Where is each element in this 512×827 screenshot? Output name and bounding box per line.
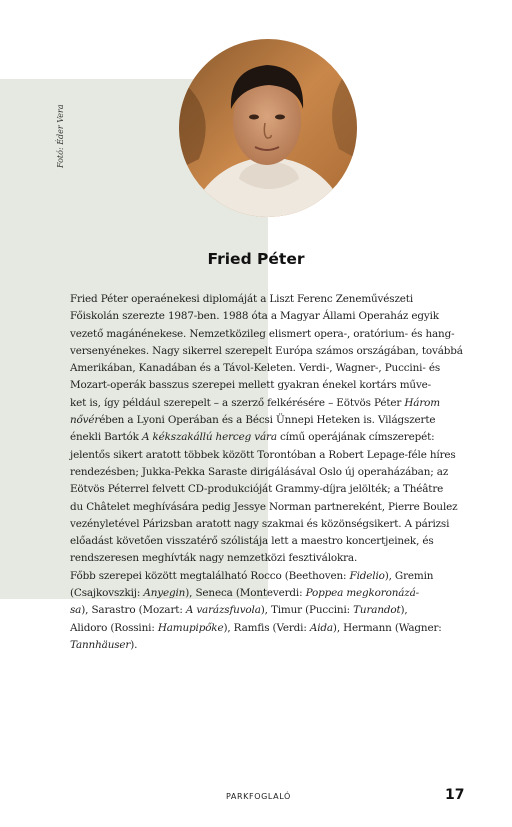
bio-italic-title: Hamupipőke [157, 621, 224, 634]
bio-line [70, 326, 455, 343]
bio-italic-title: Turandot [353, 604, 401, 617]
bio-line [70, 602, 442, 619]
bio-line [70, 550, 442, 567]
bio-line [70, 360, 442, 377]
bio-text: ), Ramfis (Verdi: [223, 621, 310, 634]
bio-line [70, 499, 458, 516]
portrait-photo [179, 39, 357, 217]
bio-text: Amerikában, Kanadában és a Távol-Keleten. Verdi-, Wagner-, Puccini- és [70, 362, 441, 375]
bio-text: jelentős sikert aratott többek között Torontóban a Robert Lepage-féle híres [70, 448, 456, 461]
bio-line [70, 516, 450, 533]
photo-credit: Fotó: Éder Vera [56, 104, 65, 168]
bio-italic-title: Anyegin [143, 587, 186, 600]
bio-line [70, 343, 463, 360]
bio-italic-title: sa [70, 604, 82, 617]
bio-text: előadást követően visszatérő szólistája lett a maestro koncertjeinek, és [70, 535, 434, 548]
bio-text: ), [400, 604, 408, 617]
page-number: 17 [445, 787, 465, 803]
bio-line [70, 585, 442, 602]
bio-text: Főbb szerepei között megtalálható Rocco (Beethoven: [70, 569, 350, 582]
bio-text: ében a Lyoni Operában és a Bécsi Ünnepi Heteken is. Világszerte [99, 414, 436, 427]
bio-line [70, 447, 456, 464]
bio-line [70, 533, 442, 550]
bio-text: ), Gremin [384, 569, 434, 582]
bio-line [70, 291, 442, 308]
bio-line [70, 481, 442, 498]
bio-text: ), Seneca (Monteverdi: [185, 587, 306, 600]
bio-text: ), Hermann (Wagner: [332, 621, 442, 634]
bio-line [70, 464, 449, 481]
bio-text: vezényletével Párizsban aratott nagy szakmai és közönségsikert. A párizsi [70, 517, 450, 530]
bio-text: Eötvös Péterrel felvett CD-produkcióját Grammy-díjra jelölték; a Théâtre [70, 483, 444, 496]
bio-text: Fried Péter operaénekesi diplomáját a Liszt Ferenc Zeneművészeti [70, 293, 413, 305]
bio-line [70, 308, 442, 325]
bio-text: rendszeresen meghívták nagy nemzetközi fesztiválokra. [70, 552, 358, 565]
bio-italic-title: Fidelio [349, 569, 385, 582]
bio-italic-title: A kékszakállú herceg vára [141, 431, 277, 444]
bio-line [70, 637, 442, 654]
biography-text [70, 291, 463, 654]
bio-text: rendezésben; Jukka-Pekka Saraste dirigálásával Oslo új operaházában; az [70, 465, 449, 478]
bio-italic-title: Poppea megkoronázá- [305, 587, 420, 600]
bio-text: énekli Bartók [70, 431, 142, 444]
bio-text: ket is, így például szerepelt – a szerző felkérésére – Eötvös Péter [70, 396, 405, 409]
bio-line [70, 377, 442, 394]
bio-text: Alidoro (Rossini: [70, 621, 158, 634]
bio-italic-title: Három [404, 396, 440, 409]
bio-text: című operájának címszerepét: [276, 431, 435, 444]
bio-text: Főiskolán szerezte 1987-ben. 1988 óta a Magyar Állami Operaház egyik [70, 310, 439, 323]
bio-italic-title: Aida [309, 621, 333, 634]
footer-label: PARKFOGLALÓ [226, 792, 291, 801]
bio-line [70, 395, 442, 412]
bio-text: ), Timur (Puccini: [260, 604, 354, 617]
person-name: Fried Péter [207, 250, 305, 268]
bio-line [70, 568, 442, 585]
bio-line [70, 620, 442, 637]
bio-text: Mozart-operák basszus szerepei mellett gyakran énekel kortárs műve- [70, 379, 432, 392]
bio-italic-title: Tannhäuser [70, 638, 131, 651]
bio-italic-title: nővér [70, 414, 100, 427]
bio-text: (Csajkovszkij: [70, 587, 144, 600]
bio-text: ). [130, 638, 138, 651]
bio-text: vezető magánénekese. Nemzetközileg elismert opera-, oratórium- és hang- [70, 327, 455, 340]
bio-text: ), Sarastro (Mozart: [81, 604, 186, 617]
bio-line [70, 429, 442, 446]
bio-text: du Châtelet meghívására pedig Jessye Norman partnereként, Pierre Boulez [70, 500, 458, 513]
bio-text: versenyénekes. Nagy sikerrel szerepelt Európa számos országában, továbbá [70, 344, 463, 357]
bio-line [70, 412, 442, 429]
bio-italic-title: A varázsfuvola [185, 604, 261, 617]
